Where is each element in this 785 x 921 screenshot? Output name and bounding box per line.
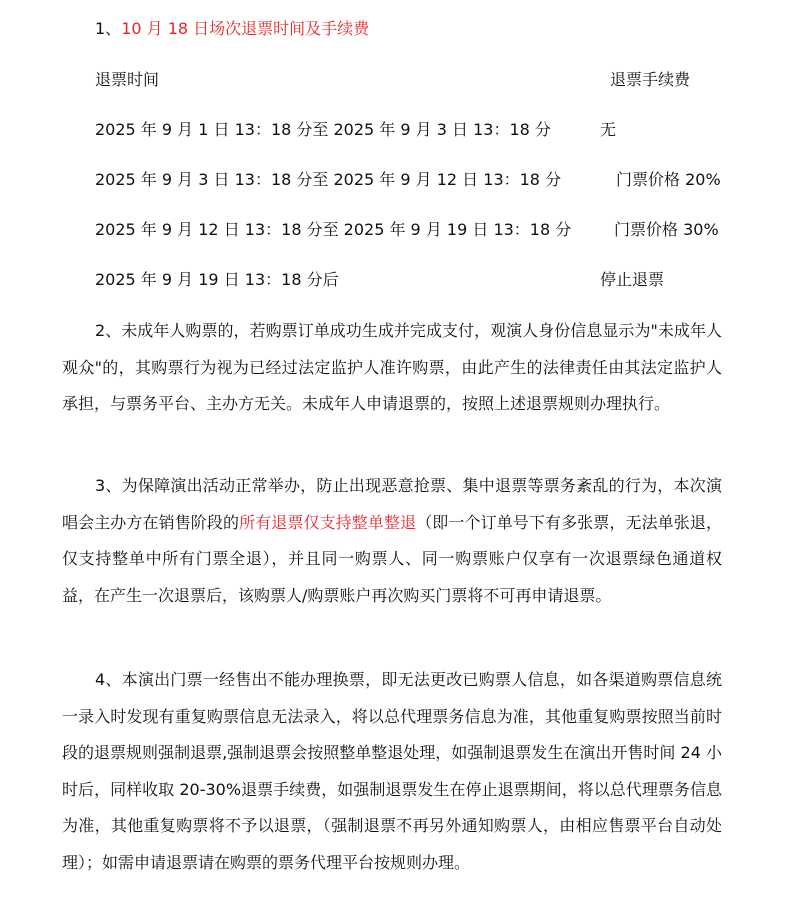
header-refund-fee: 退票手续费 xyxy=(610,70,691,89)
refund-row-time: 2025 年 9 月 1 日 13：18 分至 2025 年 9 月 3 日 13：18 分 xyxy=(95,120,551,139)
section1-heading xyxy=(95,17,369,41)
refund-row-time: 2025 年 9 月 19 日 13：18 分后 xyxy=(95,270,339,289)
section4-paragraph: 4、本演出门票一经售出不能办理换票，即无法更改已购票人信息，如各渠道购票信息统一录入时发现有重复购票信息无法录入，将以总代理票务信息为准，其他重复购票按照当前时段的退票规则强制退票,强制退票会按照整单整退处理，如强制退票发生在演出开售时间 24 小时后，同样收取 20-30%退票手续费，如强制退票发生在停止退票期间，将以总代理票务信息为准，其他重复购票将不予以退票，（强制退票不再另外通知购票人，由相应售票平台自动处理）；如需申请退票请在购票的票务代理平台按规则办理。 xyxy=(62,670,722,872)
refund-row-fee: 门票价格 20% xyxy=(616,170,721,189)
section1-title: 10 月 18 日场次退票时间及手续费 xyxy=(121,19,370,38)
section2-paragraph: 2、未成年人购票的，若购票订单成功生成并完成支付，观演人身份信息显示为"未成年人观众"的，其购票行为视为已经过法定监护人准许购票，由此产生的法律责任由其法定监护人承担，与票务平台、主办方无关。未成年人申请退票的，按照上述退票规则办理执行。 xyxy=(62,321,722,414)
section1-number: 1、 xyxy=(95,19,122,38)
section3-highlight: 所有退票仅支持整单整退 xyxy=(239,512,417,532)
refund-row-fee: 无 xyxy=(600,120,617,139)
refund-row-time: 2025 年 9 月 3 日 13：18 分至 2025 年 9 月 12 日 13：18 分 xyxy=(95,170,562,189)
refund-row-fee: 停止退票 xyxy=(600,270,665,289)
section3-text-after: （即一个订单号下有多张票，无法单张退，仅支持整单中所有门票全退），并且同一购票人、同一购票账户仅享有一次退票绿色通道权益，在产生一次退票后，该购票人/购票账户再次购买门票将不可再申请退票。 xyxy=(62,512,722,605)
refund-row-time: 2025 年 9 月 12 日 13：18 分至 2025 年 9 月 19 日 13：18 分 xyxy=(95,220,572,239)
refund-row-fee: 门票价格 30% xyxy=(614,220,719,239)
section3-paragraph xyxy=(62,468,722,614)
header-refund-time: 退票时间 xyxy=(95,70,160,89)
section3-text-before: 3、为保障演出活动正常举办，防止出现恶意抢票、集中退票等票务紊乱的行为，本次演唱会主办方在销售阶段的 xyxy=(62,476,722,532)
